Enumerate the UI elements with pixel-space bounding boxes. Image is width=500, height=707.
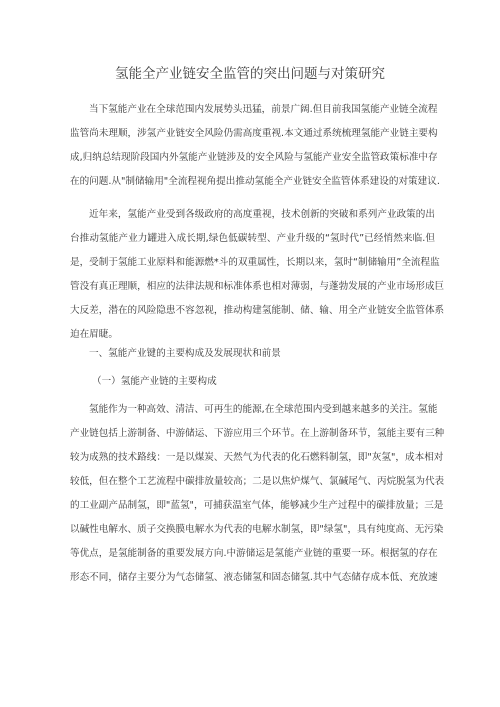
- subsection-heading: （一）氢能产业链的主要构成: [92, 376, 217, 387]
- body-line: 形态不同，储存主要分为气态储氢、液态储氢和固态储氢.其中气态储存成本低、充放速: [70, 572, 438, 583]
- abstract-line: 当下氢能产业在全球范围内发展势头迅猛，前景广阔.但目前我国氢能产业链全流程: [89, 104, 438, 115]
- body-line: 较为成熟的技术路线：一是以煤炭、天然气为代表的化石燃料制氢，即"灰氢"，成本相对: [70, 452, 444, 463]
- intro-line: 管没有真正理顺，相应的法律法规和标准体系也相对薄弱，与蓬勃发展的产业市场形成巨: [70, 281, 445, 292]
- intro-line: 台推动氢能产业力罐进入成长期,绿色低碳转型、产业升级的“氢时代”已经悄然来临.但: [70, 233, 435, 244]
- body-line: 等优点，是氢能制备的重要发展方向.中游储运是氢能产业链的重要一环。根据氢的存在: [70, 548, 438, 559]
- body-line: 的工业副产品制氢，即"蓝氢"，可捕获温室气体，能够减少生产过程中的碳排放量；三是: [70, 500, 444, 511]
- document-title: 氢能全产业链安全监管的突出问题与对策研究: [115, 66, 385, 82]
- intro-line: 近年来，氢能产业受到各级政府的高度重视，技术创新的突破和系列产业政策的出: [89, 209, 435, 220]
- body-line: 产业链包括上游制备、中游储运、下游应用三个环节。在上游制备环节，氢能主要有三种: [70, 428, 445, 439]
- intro-line: 迫在眉睫。: [70, 329, 118, 340]
- section-heading: 一、氢能产业键的主要构成及发展现状和前景: [89, 348, 281, 359]
- body-line: 氢能作为一种高效、清洁、可再生的能源,在全球范围内受到越来越多的关注。氢能: [89, 404, 438, 415]
- abstract-line: 在的问题.从"制储输用"全流程视角提出推动氢能全产业链安全监管体系建设的对策建议.: [70, 176, 440, 187]
- body-line: 以碱性电解水、质子交换膜电解水为代表的电解水制氢，即"绿氢"，具有纯度高、无污染: [70, 524, 444, 535]
- intro-line: 大反差，潜在的风险隐患不容忽视，推动构建氢能制、储、输、用全产业链安全监管体系: [70, 305, 445, 316]
- abstract-line: 监管尚未理顺，涉氢产业链安全风险仍需高度重视.本文通过系统梳理氢能产业链主要构: [70, 128, 438, 139]
- abstract-line: 成,归纳总结现阶段国内外氢能产业链涉及的安全风险与氢能产业安全监管政策标准中存: [70, 152, 438, 163]
- body-line: 较低，但在整个工艺流程中碳排放量较高；二是以焦炉煤气、氯碱尾气、丙烷脱氢为代表: [70, 476, 445, 487]
- intro-line: 是，受制于氢能工业原料和能源燃*斗的双重属性，长期以来，氢时“制储输用”全流程监: [70, 257, 440, 268]
